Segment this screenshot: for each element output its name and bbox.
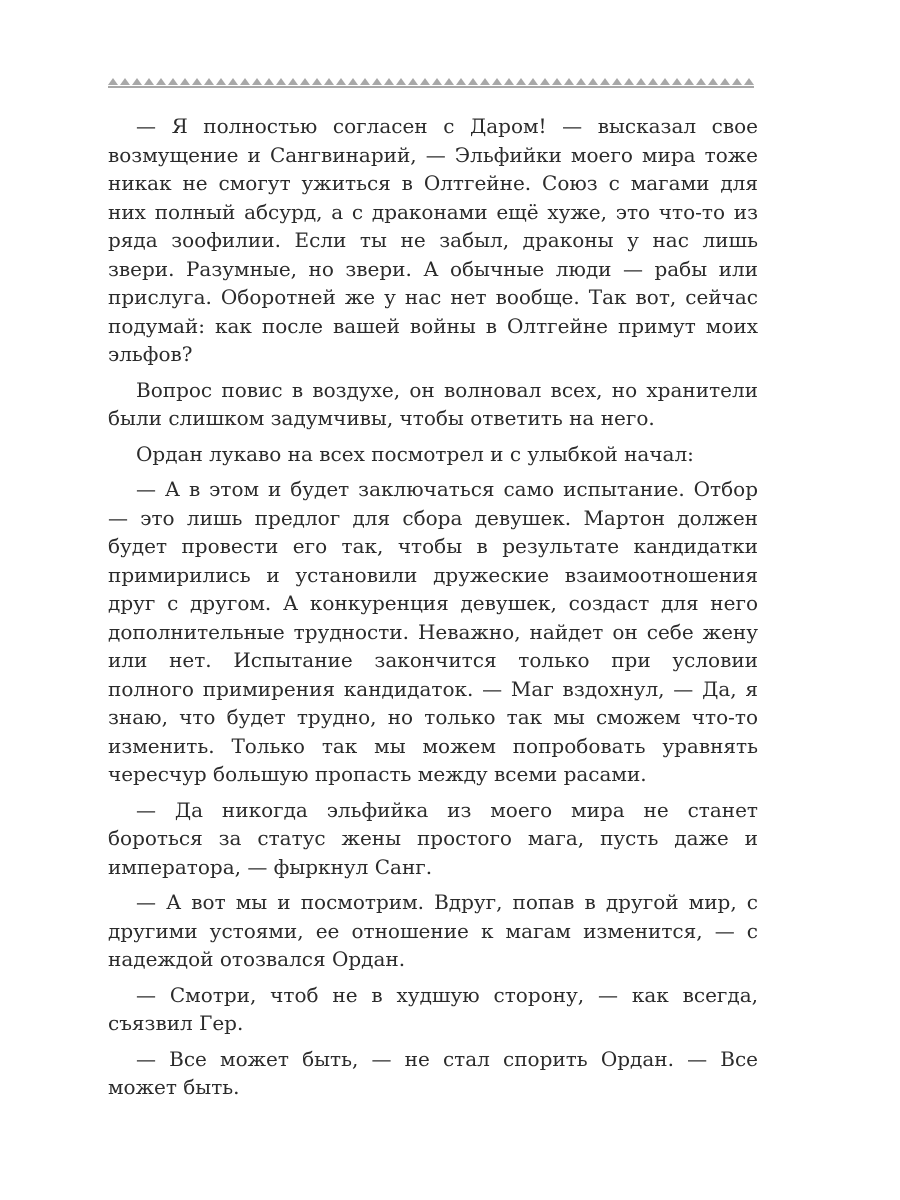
ornament-triangle (528, 78, 538, 85)
ornament-triangle (732, 78, 742, 85)
ornament-triangle (624, 78, 634, 85)
ornament-triangle (252, 78, 262, 85)
ornament-triangle (564, 78, 574, 85)
ornament-triangle (468, 78, 478, 85)
paragraph: — Да никогда эльфийка из моего мира не станет бороться за статус жены простого мага, пусть даже и императора, — фыркнул Санг. (108, 797, 758, 879)
ornament-triangle (696, 78, 706, 85)
paragraph: — А вот мы и посмотрим. Вдруг, попав в другой мир, с другими устоями, ее отношение к магам изменится, — с надеждой отозвался Ордан. (108, 890, 758, 971)
ornament-triangle (348, 78, 358, 85)
ornament-triangle (264, 78, 274, 85)
ornament-triangle (324, 78, 334, 85)
ornament-triangle (600, 78, 610, 85)
paragraph: — Я полностью согласен с Даром! — высказал свое возмущение и Сангвинарий, — Эльфийки моего мира тоже никак не смогут ужиться в Олтгейне. Союз с магами для них полный абсурд, а с драконами ещё хуже, это что-то из ряда зоофилии. Если ты не забыл, драконы у нас лишь звери. Разумные, но звери. А обычные люди — рабы или прислуга. Оборотней же у нас нет вообще. Так вот, сейчас подумай: как после вашей войны в Олтгейне примут моих эльфов? (108, 114, 758, 366)
ornament-triangle (120, 78, 130, 85)
ornament-triangle (552, 78, 562, 85)
ornament-triangle (708, 78, 718, 85)
ornament-triangle (336, 78, 346, 85)
chapter-body-text (108, 112, 758, 1109)
ornament-triangle (432, 78, 442, 85)
ornament-triangle (480, 78, 490, 85)
ornament-triangle (636, 78, 646, 85)
ornament-triangle (372, 78, 382, 85)
ornament-triangle (240, 78, 250, 85)
paragraph: — Смотри, чтоб не в худшую сторону, — как всегда, съязвил Гер. (108, 982, 758, 1035)
zigzag-border-ornament-icon (108, 72, 754, 94)
ornament-triangle (144, 78, 154, 85)
ornament-triangle (540, 78, 550, 85)
ornament-triangle (720, 78, 730, 85)
ornament-triangle (684, 78, 694, 85)
ornament-triangle (408, 78, 418, 85)
ornament-triangle (156, 78, 166, 85)
paragraph: — Все может быть, — не стал спорить Ордан. — Все может быть. (108, 1046, 758, 1099)
ornament-triangle (492, 78, 502, 85)
paragraph: Вопрос повис в воздухе, он волновал всех, но хранители были слишком задумчивы, чтобы ответить на него. (108, 377, 758, 430)
ornament-triangle (180, 78, 190, 85)
ornament-triangle (192, 78, 202, 85)
paragraph: Ордан лукаво на всех посмотрел и с улыбкой начал: (136, 441, 694, 466)
ornament-triangle (660, 78, 670, 85)
ornament-triangle (312, 78, 322, 85)
ornament-triangle (288, 78, 298, 85)
ornament-triangle (276, 78, 286, 85)
ornament-triangle (132, 78, 142, 85)
ornament-triangle (504, 78, 514, 85)
ornament-triangle (360, 78, 370, 85)
ornament-triangle (396, 78, 406, 85)
ornament-triangle (204, 78, 214, 85)
ornament-triangle (612, 78, 622, 85)
ornament-triangle (576, 78, 586, 85)
ornament-triangle (588, 78, 598, 85)
ornament-triangle (744, 78, 754, 85)
ornament-triangle (420, 78, 430, 85)
ornament-triangle (168, 78, 178, 85)
ornament-triangle (228, 78, 238, 85)
ornament-triangle (456, 78, 466, 85)
ornament-triangle (648, 78, 658, 85)
ornament-triangle (384, 78, 394, 85)
ornament-triangle (300, 78, 310, 85)
ornament-triangle (516, 78, 526, 85)
paragraph: — А в этом и будет заключаться само испытание. Отбор — это лишь предлог для сбора девушек. Мартон должен будет провести его так, чтобы в результате кандидатки примирились и установили дружеские взаимоотношения друг с другом. А конкуренция девушек, создаст для него дополнительные трудности. Неважно, найдет он себе жену или нет. Испытание закончится только при условии полного примирения кандидаток. — Маг вздохнул, — Да, я знаю, что будет трудно, но только так мы сможем что-то изменить. Только так мы можем попробовать уравнять чересчур большую пропасть между всеми расами. (108, 477, 758, 786)
ornament-triangle (216, 78, 226, 85)
ornament-triangle (108, 78, 118, 85)
ornament-triangle (672, 78, 682, 85)
ornament-triangle (444, 78, 454, 85)
